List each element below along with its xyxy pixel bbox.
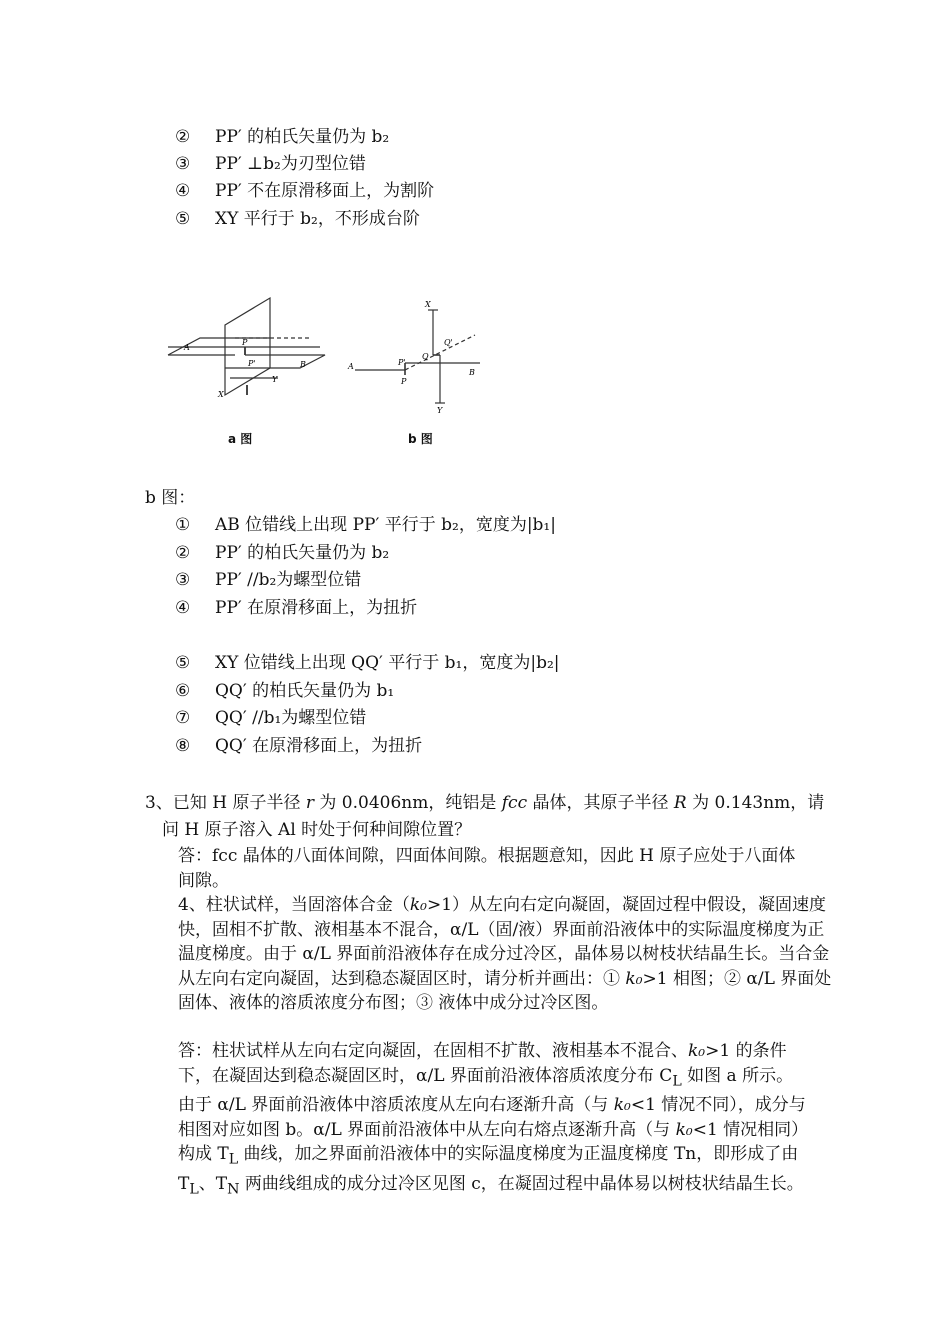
list-item [175,514,556,536]
figure-b-label-P: P [401,377,407,386]
list-item [175,707,366,729]
item-number: ⑥ [175,681,191,701]
figure-a-label-P-prime: P' [248,359,256,368]
item-number: ① [175,515,191,535]
answer-4: 答：柱状试样从左向右定向凝固，在固相不扩散、液相基本不混合、k₀>1 的条件下，在凝固达到稳态凝固区时，α/L 界面前沿液体溶质浓度分布 $C_L$ 如图 a 所示。由于 α/L 界面前沿液体中溶质浓度从左向右逐渐升高（与 k₀<1 情况不同），成分与相图对应如图 b。α/L 界面前沿液体中从左向右熔点逐渐升高（与 k₀<1 情况相同）构成 $T_L$ 曲线，加之界面前沿液体中的实际温度梯度为正温度梯度 Tn，即形成了由 $T_L$、$T_N$ 两曲线组成的成分过冷区见图 c，在凝固过程中晶体易以树枝状结晶生长。 [178,1041,806,1198]
item-text: XY 平行于 b₂，不形成台阶 [215,209,420,229]
item-text: PP′ 在原滑移面上，为扭折 [215,598,418,618]
question-3-line2: 问 H 原子溶入 Al 时处于何种间隙位置？ [162,820,472,840]
list-item [175,569,361,591]
figure-b [345,295,495,415]
item-text: QQ′ 在原滑移面上，为扭折 [215,736,423,756]
figure-a-label-X: X [218,390,224,399]
item-number: ⑦ [175,708,191,728]
item-text: PP′ 的柏氏矢量仍为 b₂ [215,543,390,563]
list-item [175,153,366,175]
item-number: ③ [175,154,191,174]
item-text: PP′ 不在原滑移面上，为割阶 [215,181,435,201]
question-4: 4、柱状试样，当固溶体合金（k₀>1）从左向右定向凝固，凝固过程中假设，凝固速度快，固相不扩散、液相基本不混合，α/L（固/液）界面前沿液体中的实际温度梯度为正温度梯度。由于 α/L 界面前沿液体存在成分过冷区，晶体易以树枝状结晶生长。当合金从左向右定向凝固，达到稳态凝固区时，请分析并画出：① k₀>1 相图；② α/L 界面处固体、液体的溶质浓度分布图；③ 液体中成分过冷区图。 [178,895,832,1013]
figure-a-label-Y: Y [272,375,278,384]
figure-b-label-X: X [425,300,431,309]
figure-b-caption: b 图 [408,432,433,446]
figure-a-label-P: P [242,338,248,347]
list-item [175,680,394,702]
figure-a-label-B: B [300,360,306,369]
figure-a [160,290,340,415]
figure-b-label-Y: Y [437,406,443,415]
item-text: PP′ //b₂为螺型位错 [215,570,362,590]
figure-a-lower-plane [225,355,325,368]
list-item [175,126,389,148]
item-text: PP′ 的柏氏矢量仍为 b₂ [215,127,390,147]
item-text: XY 位错线上出现 QQ′ 平行于 b₁，宽度为|b₂| [215,653,560,673]
item-number: ② [175,127,191,147]
figure-b-label-A: A [348,362,354,371]
figure-a-caption: a 图 [228,432,253,446]
figure-a-label-A: A [184,343,190,352]
list-item [175,597,417,619]
item-text: PP′ ⊥b₂为刃型位错 [215,154,366,174]
list-item [175,542,389,564]
answer-3: 答：fcc 晶体的八面体间隙，四面体间隙。根据题意知，因此 H 原子应处于八面体间隙。 [178,846,796,891]
item-number: ④ [175,181,191,201]
item-number: ④ [175,598,191,618]
figure-b-label-Q-prime: Q' [444,338,453,347]
list-item [175,735,422,757]
figure-b-label-B: B [469,368,475,377]
item-number: ② [175,543,191,563]
item-number: ⑤ [175,209,191,229]
item-number: ⑧ [175,736,191,756]
list-item [175,180,434,202]
list-item [175,208,420,230]
list-item [175,652,560,674]
figure-b-label-Q: Q [422,352,429,361]
item-number: ⑤ [175,653,191,673]
item-number: ③ [175,570,191,590]
item-text: QQ′ 的柏氏矢量仍为 b₁ [215,681,395,701]
item-text: QQ′ //b₁为螺型位错 [215,708,367,728]
item-text: AB 位错线上出现 PP′ 平行于 b₂，宽度为|b₁| [215,515,556,535]
figure-b-label-P-prime: P' [398,358,406,367]
section-heading: b 图： [145,488,196,508]
question-3: 3、已知 H 原子半径 r 为 0.0406nm，纯铝是 fcc 晶体，其原子半径 R 为 0.143nm，请 [145,793,825,813]
